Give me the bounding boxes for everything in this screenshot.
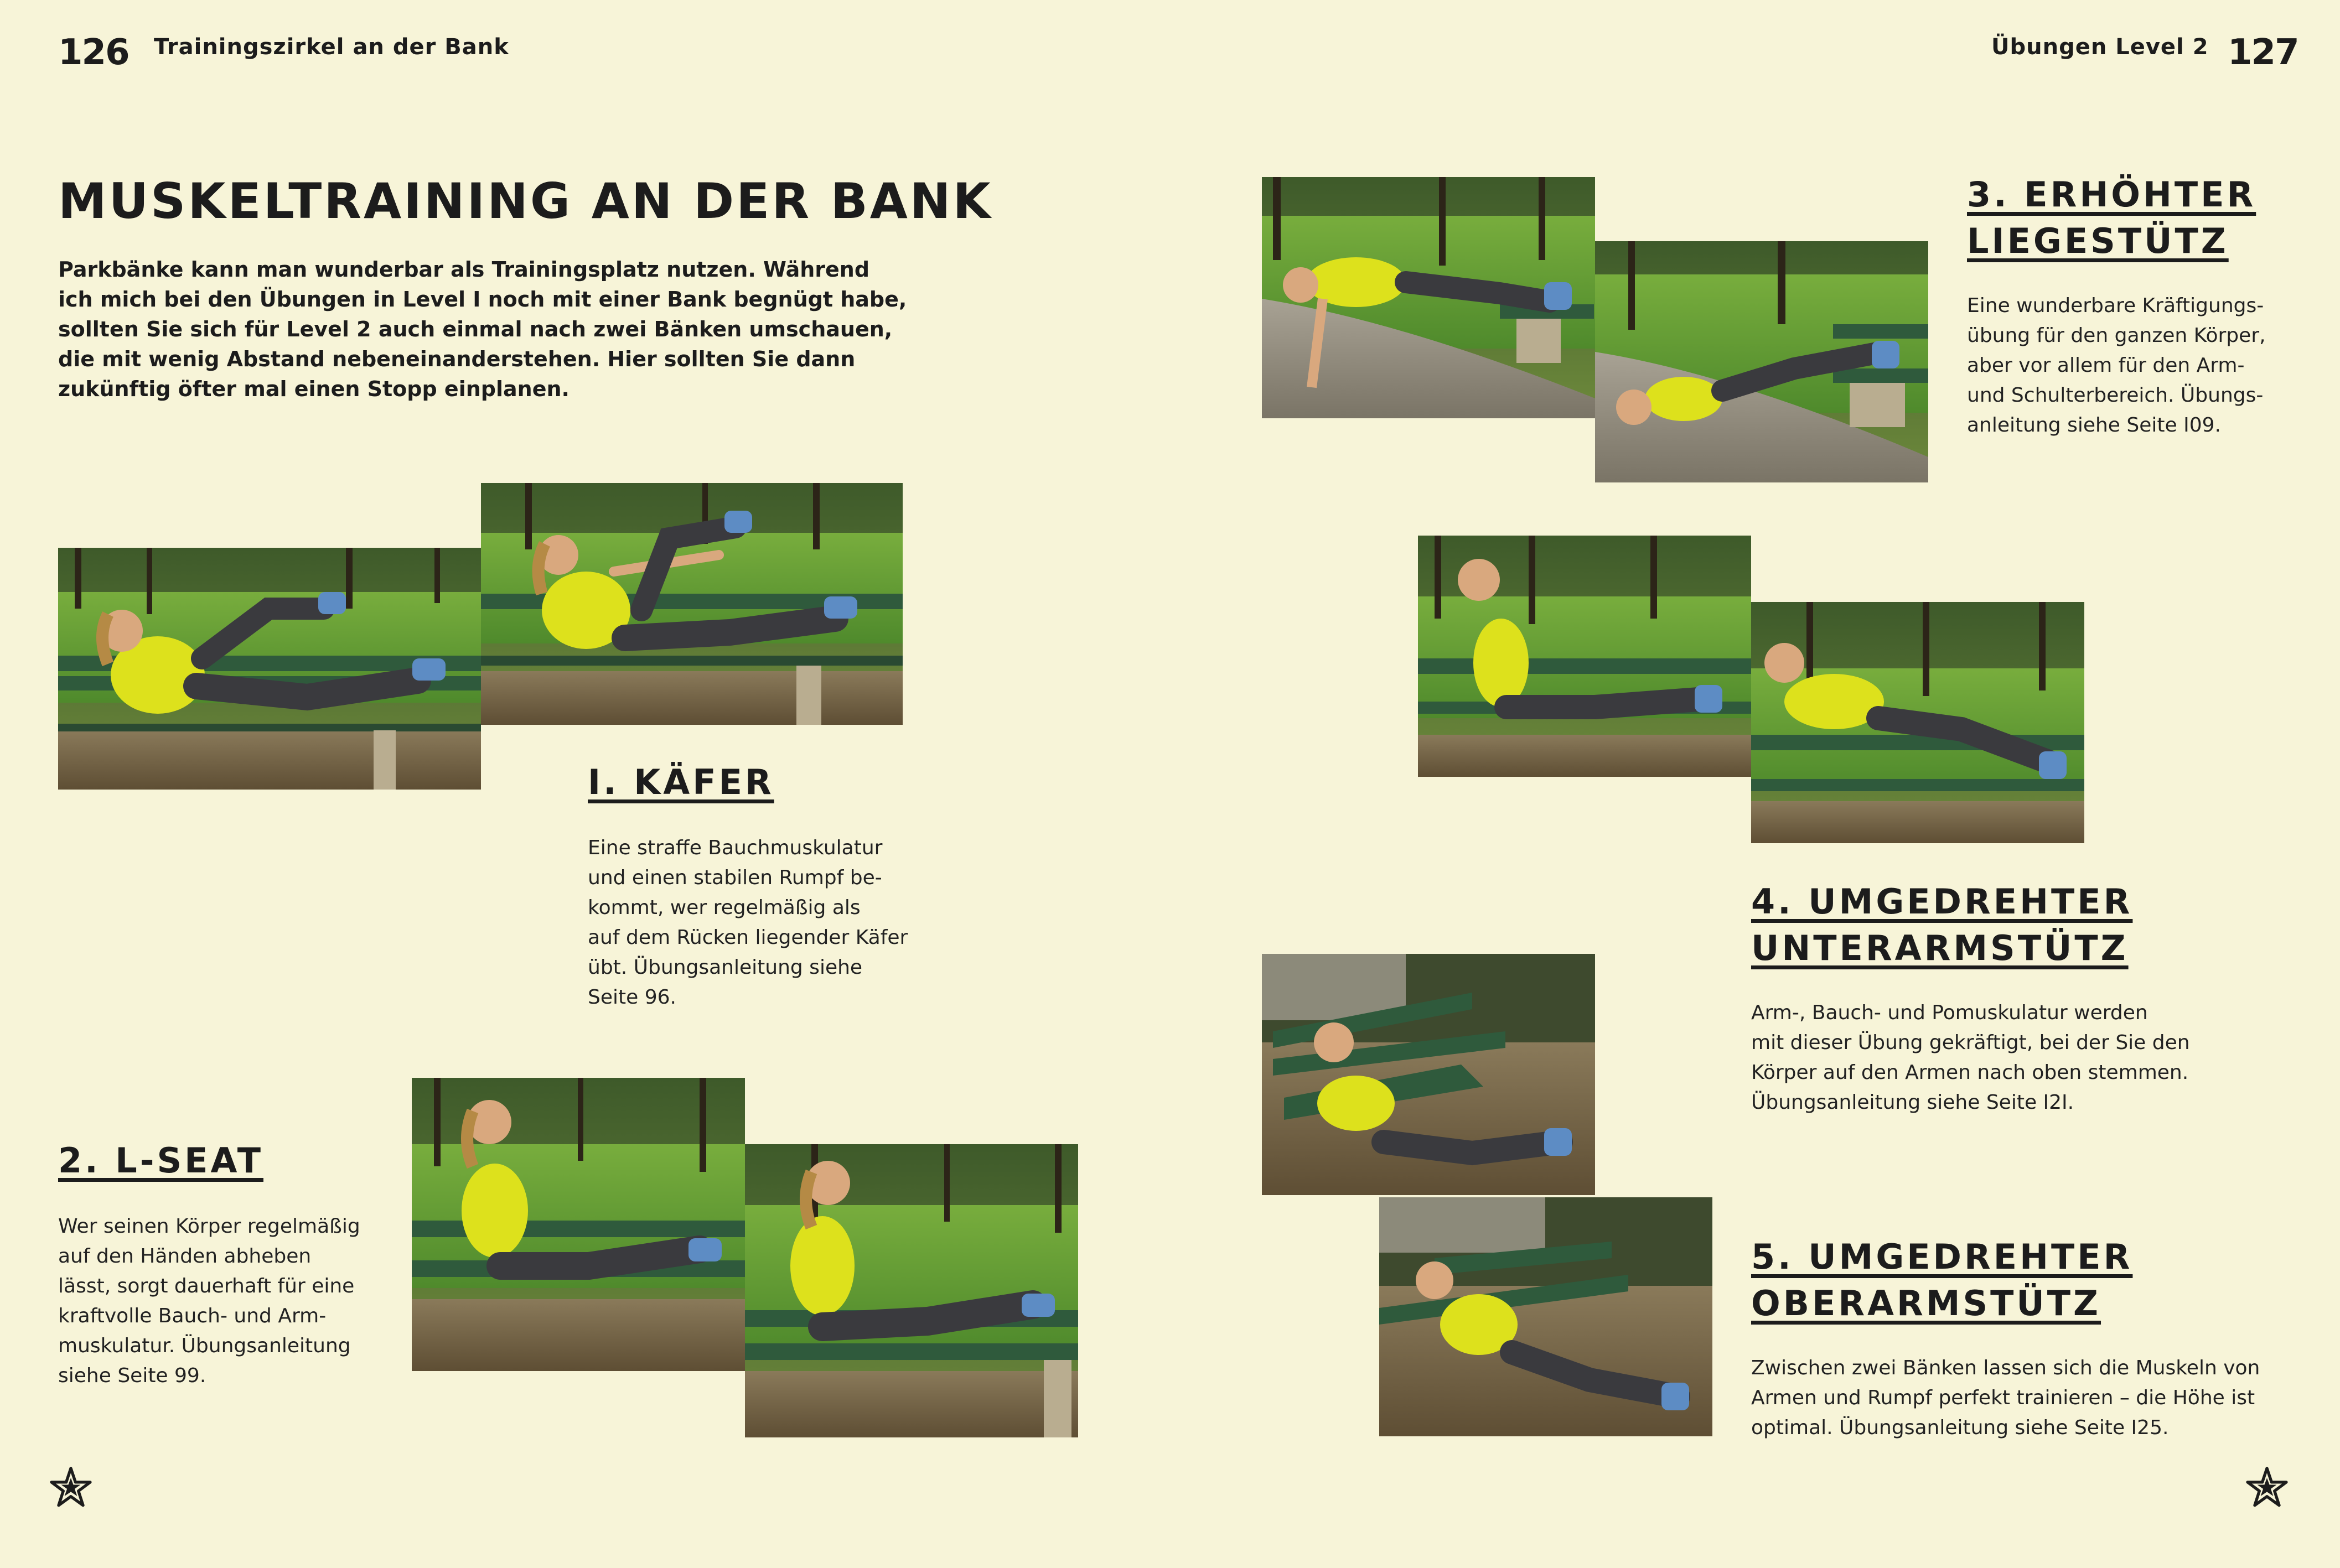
exercise-text-oberarmstuetz [1751,1353,2260,1443]
exercise-text-kaefer [588,833,908,1013]
exercise-text-line: lässt, sorgt dauerhaft für eine [58,1275,355,1297]
left-running-head: Trainingszirkel an der Bank [154,34,509,60]
exercise-text-line: übt. Übungsanleitung siehe [588,956,863,979]
exercise-heading-line: UNTERARMSTÜTZ [1751,928,2129,968]
intro-line: ich mich bei den Übungen in Level I noch mit einer Bank begnügt habe, [58,287,907,311]
photo-oberarm-1 [1262,954,1595,1195]
exercise-heading-liegestuetz [1967,172,2340,264]
photo-kaefer-1 [58,548,481,790]
photo-unterarm-1 [1418,536,1751,777]
right-page-number: 127 [2228,32,2298,73]
exercise-heading-line: LIEGESTÜTZ [1967,221,2229,261]
photo-unterarm-2 [1751,602,2084,843]
exercise-text-liegestuetz [1967,291,2266,440]
photo-lseat-2 [745,1144,1078,1437]
photo-liegestuetz-1 [1262,177,1595,418]
exercise-text-line: muskulatur. Übungsanleitung [58,1335,351,1357]
exercise-heading-line: 2. L-SEAT [58,1140,263,1181]
exercise-text-lseat [58,1212,360,1391]
photo-kaefer-2 [481,483,903,725]
exercise-heading-line: 3. ERHÖHTER [1967,174,2256,215]
exercise-text-line: Armen und Rumpf perfekt trainieren – die Höhe ist [1751,1387,2255,1409]
exercise-text-line: Zwischen zwei Bänken lassen sich die Muskeln von [1751,1357,2260,1379]
exercise-text-line: Seite 96. [588,986,676,1009]
exercise-text-line: anleitung siehe Seite I09. [1967,414,2221,437]
photo-liegestuetz-2 [1595,241,1928,482]
exercise-heading-oberarmstuetz [1751,1234,2340,1327]
intro-line: Parkbänke kann man wunderbar als Trainingsplatz nutzen. Während [58,257,870,282]
exercise-text-line: Körper auf den Armen nach oben stemmen. [1751,1061,2189,1084]
star-icon [50,1466,92,1508]
exercise-text-line: Wer seinen Körper regelmäßig [58,1215,360,1238]
intro-line: die mit wenig Abstand nebeneinanderstehen. Hier sollten Sie dann [58,347,856,371]
intro-line: zukünftig öfter mal einen Stopp einplanen. [58,377,570,401]
exercise-text-line: und einen stabilen Rumpf be- [588,866,882,889]
exercise-text-line: kommt, wer regelmäßig als [588,896,861,919]
exercise-text-line: siehe Seite 99. [58,1364,206,1387]
exercise-text-line: kraftvolle Bauch- und Arm- [58,1305,327,1327]
exercise-text-line: mit dieser Übung gekräftigt, bei der Sie den [1751,1031,2190,1054]
exercise-heading-lseat [58,1138,263,1184]
right-running-head: Übungen Level 2 [1991,34,2209,60]
exercise-text-unterarmstuetz [1751,998,2190,1118]
exercise-text-line: auf den Händen abheben [58,1245,312,1268]
exercise-text-line: Eine straffe Bauchmuskulatur [588,837,883,859]
exercise-text-line: optimal. Übungsanleitung siehe Seite I25. [1751,1416,2169,1439]
left-page-number: 126 [58,32,129,73]
star-icon [2246,1466,2288,1508]
exercise-heading-line: 4. UMGEDREHTER [1751,881,2133,922]
exercise-heading-kaefer [588,759,774,806]
exercise-text-line: übung für den ganzen Körper, [1967,324,2266,347]
exercise-text-line: aber vor allem für den Arm- [1967,354,2245,377]
exercise-text-line: auf dem Rücken liegender Käfer [588,926,908,949]
exercise-heading-line: OBERARMSTÜTZ [1751,1283,2101,1323]
exercise-text-line: Eine wunderbare Kräftigungs- [1967,294,2264,317]
exercise-heading-line: 5. UMGEDREHTER [1751,1237,2133,1277]
page-title: MUSKELTRAINING AN DER BANK [58,173,993,230]
exercise-text-line: und Schulterbereich. Übungs- [1967,384,2264,407]
photo-lseat-1 [412,1078,745,1371]
intro-paragraph [58,255,944,404]
exercise-text-line: Übungsanleitung siehe Seite I2I. [1751,1091,2074,1114]
intro-line: sollten Sie sich für Level 2 auch einmal nach zwei Bänken umschauen, [58,317,893,341]
exercise-heading-unterarmstuetz [1751,879,2340,972]
exercise-heading-line: I. KÄFER [588,762,774,802]
photo-oberarm-2 [1379,1197,1712,1436]
exercise-text-line: Arm-, Bauch- und Pomuskulatur werden [1751,1001,2148,1024]
